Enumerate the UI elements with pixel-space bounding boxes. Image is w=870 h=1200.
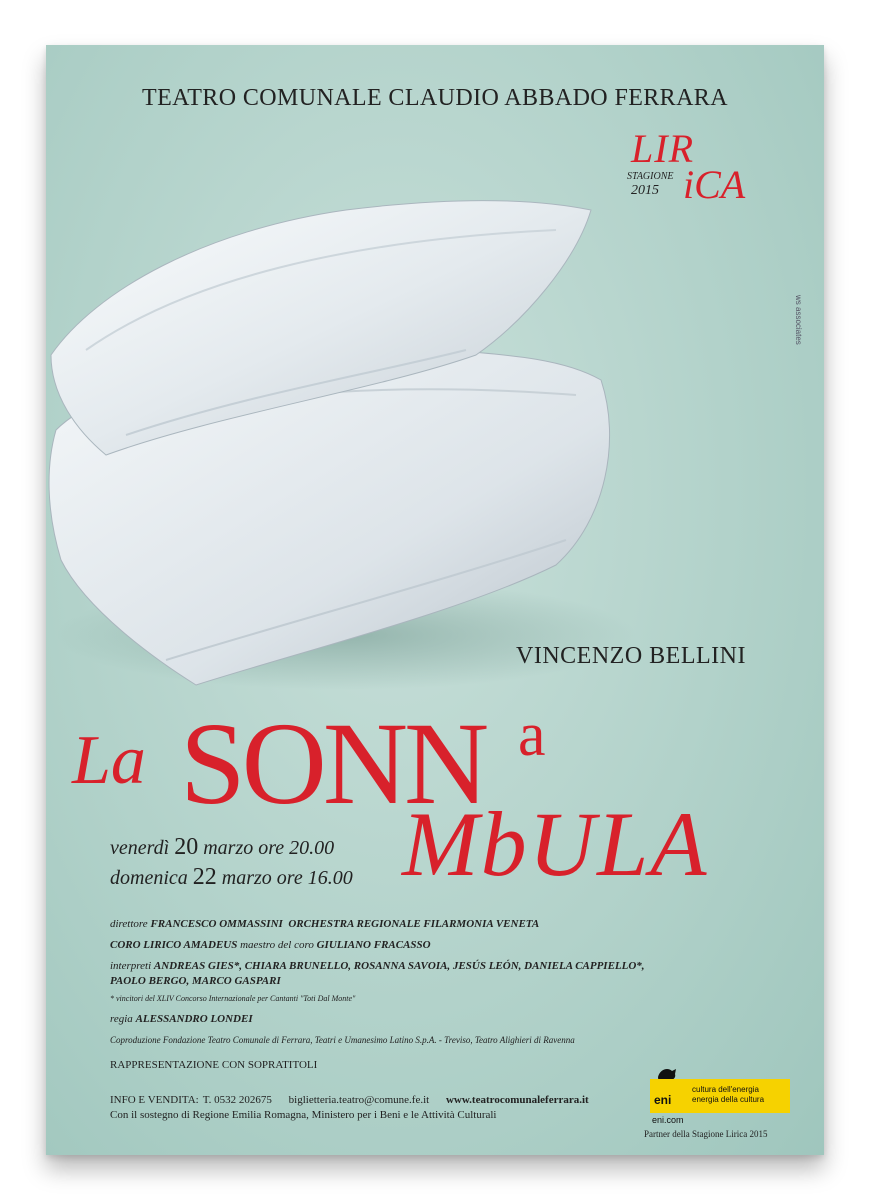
director-line <box>110 1012 670 1027</box>
director-name: ALESSANDRO LONDEI <box>135 1013 253 1025</box>
choir-line <box>110 938 670 953</box>
date-time: marzo ore 20.00 <box>203 837 335 859</box>
title-sonn: SONN <box>180 698 486 829</box>
eni-banner <box>650 1079 790 1113</box>
conductor-label: direttore <box>110 918 148 930</box>
conductor-name: FRANCESCO OMMASSINI <box>150 918 283 930</box>
coproduction-note: Coproduzione Fondazione Teatro Comunale di Ferrara, Teatri e Umanesimo Latino S.p.A. - Treviso, Teatro Alighieri di Ravenna <box>110 1035 575 1045</box>
director-label: regia <box>110 1013 133 1025</box>
date-day: domenica <box>110 867 188 889</box>
title-mbula: MbULA <box>402 793 709 885</box>
season-logo-lir: LIR <box>631 126 694 171</box>
contact-row <box>110 1093 603 1108</box>
date-row <box>110 863 353 893</box>
eni-domain: eni.com <box>652 1115 684 1125</box>
conductor-line <box>110 917 670 932</box>
composer-name: VINCENZO BELLINI <box>516 643 746 669</box>
cast-label: interpreti <box>110 960 152 972</box>
design-credit: ws associates <box>794 295 803 345</box>
eni-tagline-2: energia della cultura <box>692 1095 765 1104</box>
date-row <box>110 833 353 863</box>
title-a: a <box>518 701 546 769</box>
phone-number: T. 0532 202675 <box>202 1094 272 1106</box>
cast-line <box>110 959 670 989</box>
orchestra-name: ORCHESTRA REGIONALE FILARMONIA VENETA <box>288 918 540 930</box>
footer-info <box>110 1093 603 1123</box>
choir-name: CORO LIRICO AMADEUS <box>110 939 238 951</box>
eni-tagline-1: cultura dell'energia <box>692 1085 759 1094</box>
sponsor-block <box>636 1053 824 1143</box>
surtitles-note: RAPPRESENTAZIONE CON SOPRATITOLI <box>110 1059 318 1071</box>
eni-logo: eni <box>654 1093 672 1107</box>
choir-master-label: maestro del coro <box>240 939 314 951</box>
date-number: 20 <box>174 834 199 860</box>
season-logo-year: 2015 <box>631 183 659 198</box>
award-note: * vincitori del XLIV Concorso Internazionale per Cantanti "Toti Dal Monte" <box>110 994 356 1003</box>
performance-dates <box>110 833 353 893</box>
title-la: La <box>72 722 146 799</box>
credits-block <box>110 917 670 1079</box>
date-time: marzo ore 16.00 <box>221 867 353 889</box>
season-logo-ica: iCA <box>683 162 746 207</box>
pillows-image <box>46 180 636 700</box>
date-day: venerdì <box>110 837 170 859</box>
website-link[interactable]: www.teatrocomunaleferrara.it <box>445 1094 589 1106</box>
poster <box>46 45 824 1155</box>
cast-names: ANDREAS GIES*, CHIARA BRUNELLO, ROSANNA SAVOIA, JESÚS LEÓN, DANIELA CAPPIELLO*, PAOLO BERGO, MARCO GASPARI <box>110 960 645 987</box>
partner-note: Partner della Stagione Lirica 2015 <box>644 1129 768 1139</box>
eni-tagline <box>692 1085 764 1105</box>
choir-master-name: GIULIANO FRACASSO <box>316 939 431 951</box>
theatre-name: TEATRO COMUNALE CLAUDIO ABBADO FERRARA <box>142 85 728 111</box>
support-note: Con il sostegno di Regione Emilia Romagna, Ministero per i Beni e le Attività Culturali <box>110 1109 497 1121</box>
email-link[interactable]: biglietteria.teatro@comune.fe.it <box>288 1094 430 1106</box>
season-logo <box>621 125 781 205</box>
season-logo-stagione: STAGIONE <box>627 171 674 182</box>
date-number: 22 <box>192 864 217 890</box>
info-label: INFO E VENDITA: <box>110 1094 199 1106</box>
